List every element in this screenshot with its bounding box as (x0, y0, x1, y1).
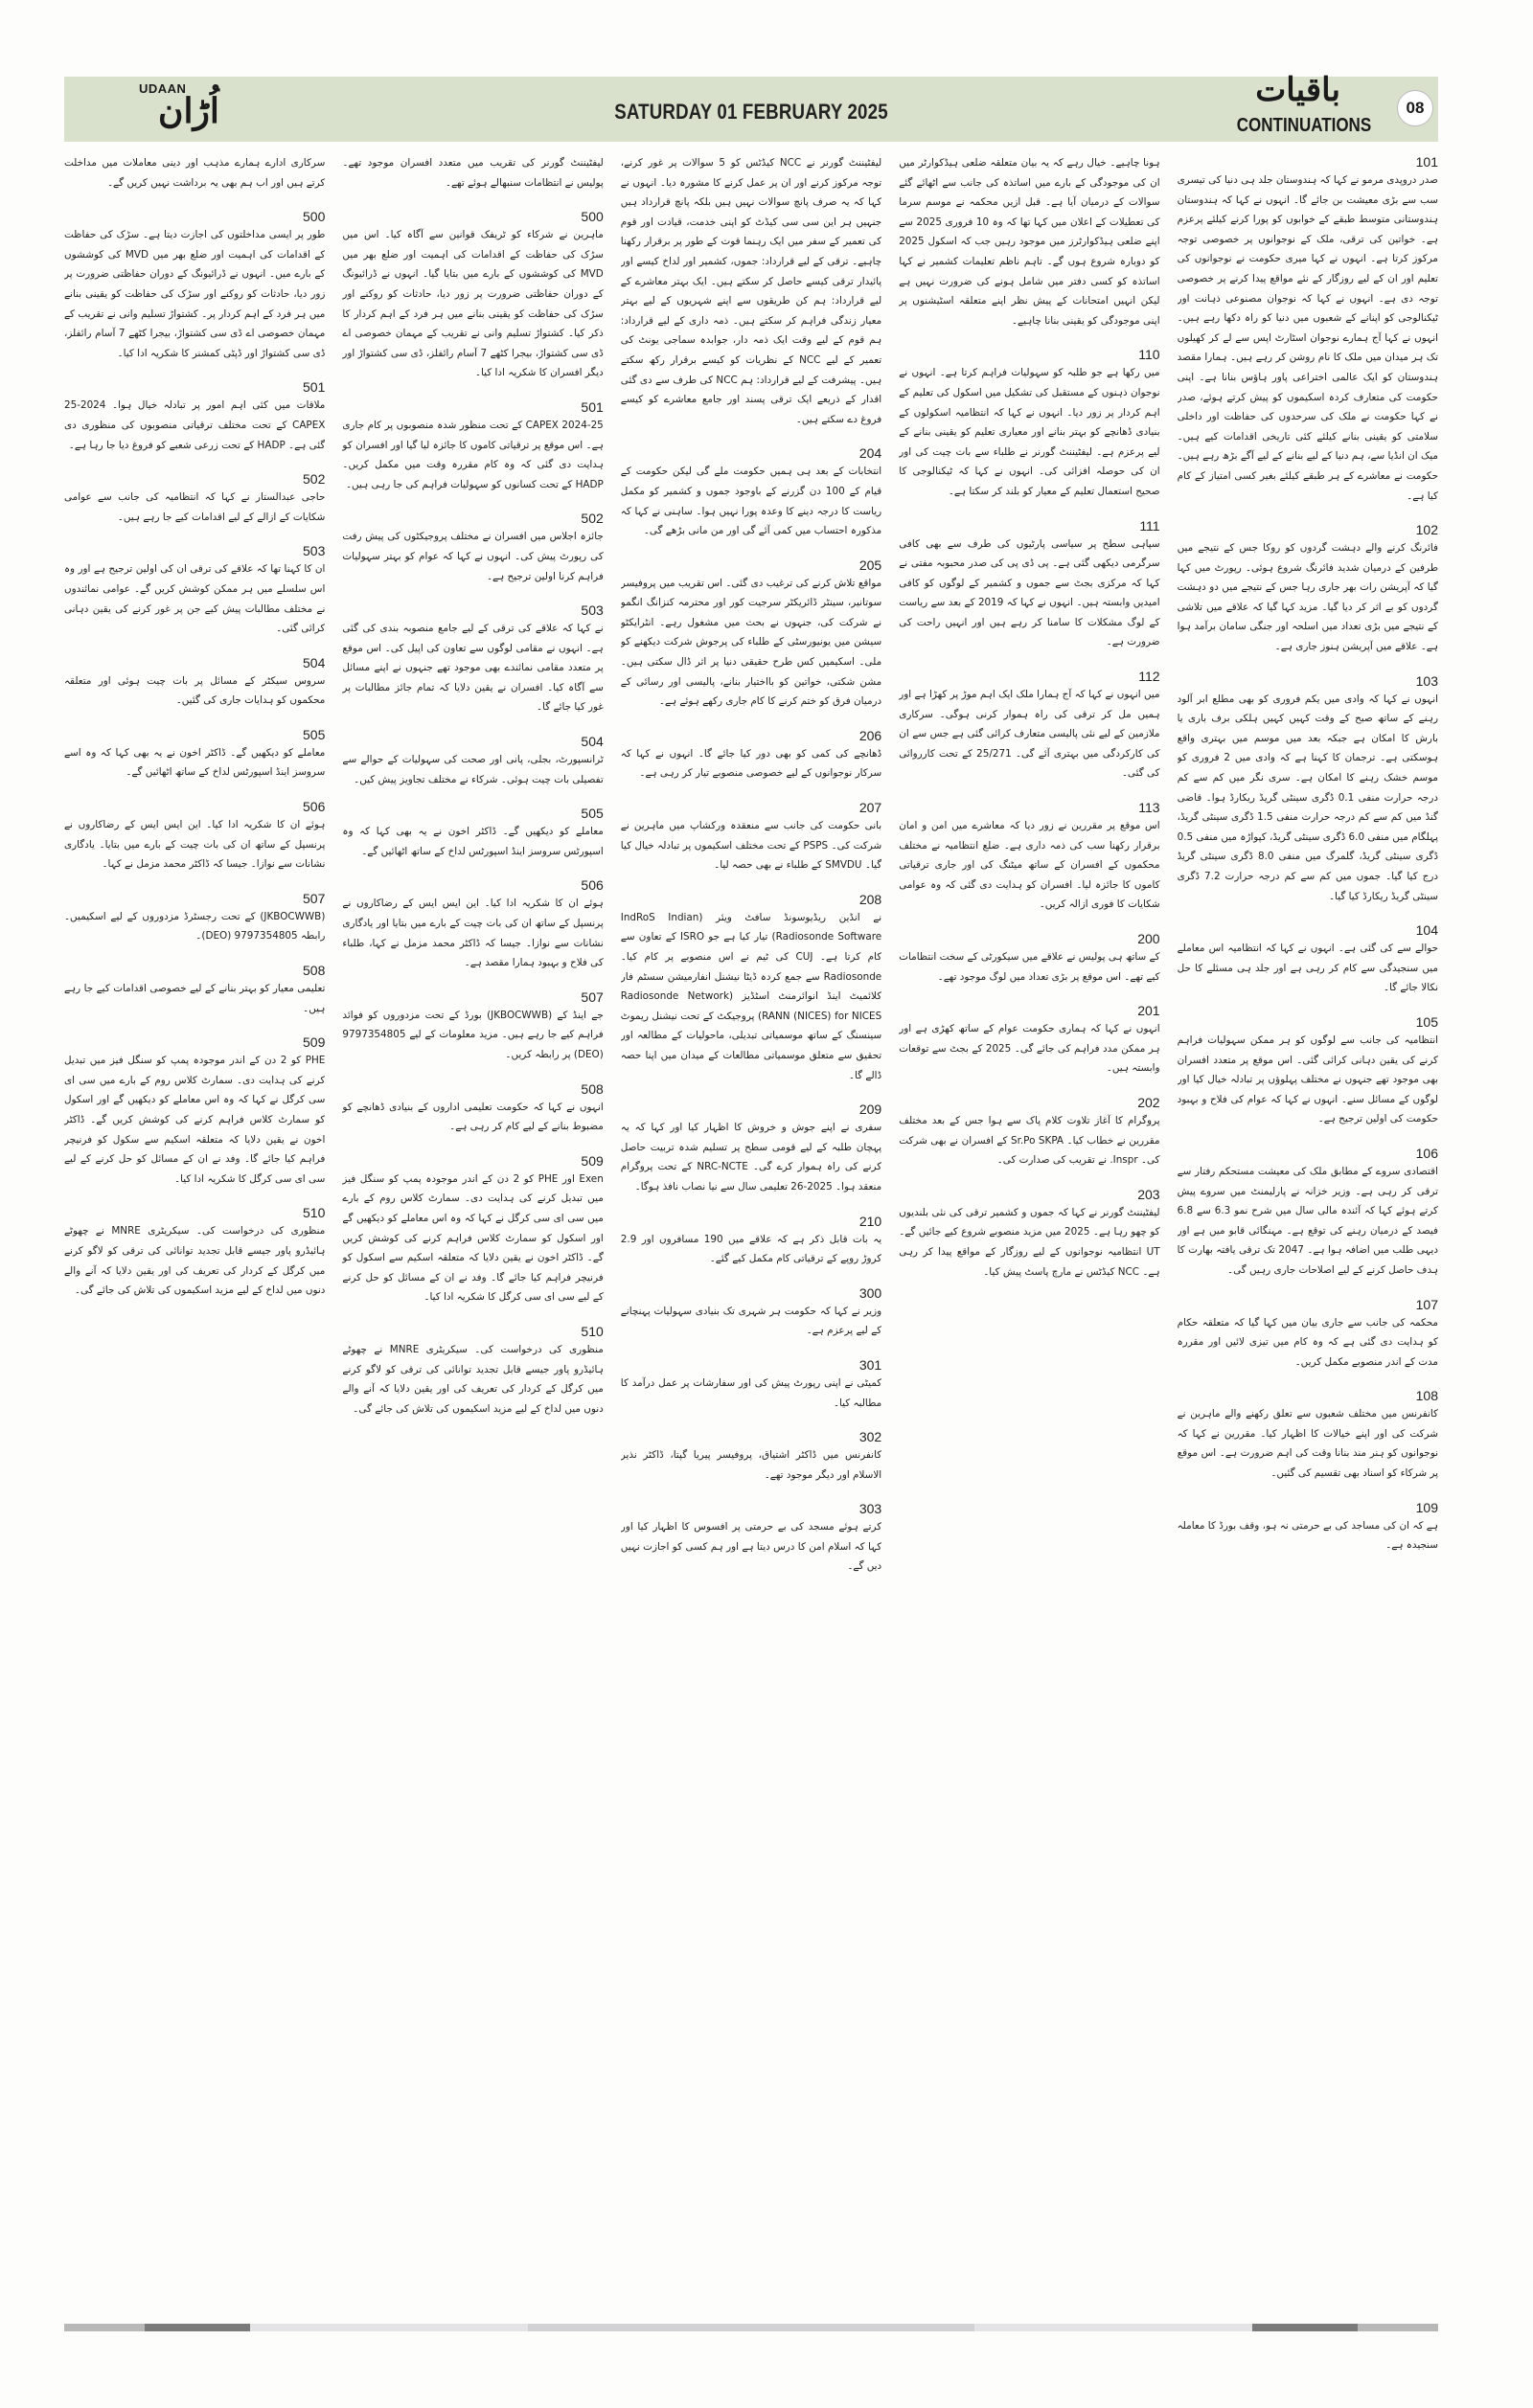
continuation-section (621, 1101, 881, 1196)
section-text: انہوں نے کہا کہ وادی میں یکم فروری کو بھی مطلع ابر آلود رہنے کے ساتھ صبح کے وقت کہیں کہیں ہلکی برف باری یا بارش کا امکان ہے جبکہ بعد میں موسم میں بہتری واقع ہوسکتی ہے۔ ترجمان کا کہنا ہے کہ وادی میں 2 فروری کو موسم خشک رہنے کا امکان ہے۔ سری نگر میں کم سے کم درجہ حرارت منفی 0.1 ڈگری سینٹی گریڈ ریکارڈ ہوا۔ قاضی گنڈ میں کم سے کم درجہ حرارت منفی 1.5 ڈگری سینٹی گریڈ، پہلگام میں منفی 6.0 ڈگری سینٹی گریڈ، کپواڑہ میں منفی 0.5 ڈگری سینٹی گریڈ، گلمرگ میں منفی 8.0 ڈگری سینٹی گریڈ درج کیا گیا۔ جموں میں کم سے کم درجہ حرارت 7.2 ڈگری سینٹی گریڈ ریکارڈ کیا گیا۔ (1177, 693, 1438, 902)
footer-bar-segment (64, 2324, 145, 2331)
section-text: وزیر نے کہا کہ حکومت ہر شہری تک بنیادی سہولیات پہنچانے کے لیے پرعزم ہے۔ (620, 1305, 882, 1337)
section-number: 110 (1138, 347, 1160, 363)
section-number: 505 (581, 806, 604, 822)
continuation-section (64, 1034, 325, 1189)
section-text: سرکاری ادارے ہمارے مذہب اور دینی معاملات میں مداخلت کرتے ہیں اور اب ہم بھی یہ برداشت نہیں کریں گے۔ (63, 157, 326, 189)
section-text: یہ بات قابل ذکر ہے کہ علاقے میں 190 مسافروں اور 2.9 کروڑ روپے کے ترقیاتی کام مکمل کیے گئے۔ (620, 1233, 882, 1265)
section-text: معاملے کو دیکھیں گے۔ ڈاکٹر اخون نے یہ بھی کہا کہ وہ اسپورٹس سروسز اینڈ اسپورٹس لداخ کے ساتھ اٹھائیں گے۔ (342, 826, 604, 857)
continuation-section (621, 153, 881, 429)
footer-color-bar (64, 2324, 1438, 2331)
issue-date: SATURDAY 01 FEBRUARY 2025 (614, 100, 888, 124)
section-text: مواقع تلاش کرنے کی ترغیب دی گئی۔ اس تقریب میں پروفیسر سوتانیر، سینٹر ڈائریکٹر سرجیت کور اور محترمہ کنزانگ انگمو نے شرکت کی، جنہوں نے بحث میں مشغول رہے۔ انٹرایکٹو سیشن میں یونیورسٹی کے طلباء کی پرجوش شرکت دیکھنے کو ملی۔ اسکیمیں کس طرح حقیقی دنیا پر اثر ڈال سکتی ہیں۔ مشن شکتی، خواتین کو بااختیار بنانے، پالیسی اور رسائی کے درمیان فرق کو ختم کرنے کا کام جاری رکھے ہوئے ہے۔ (620, 577, 882, 708)
section-text: اقتصادی سروے کے مطابق ملک کی معیشت مستحکم رفتار سے ترقی کر رہی ہے۔ وزیر خزانہ نے پارلیمنٹ میں سروے پیش کرتے ہوئے کہا کہ آئندہ مالی سال میں شرح نمو 6.3 سے 6.8 فیصد کے درمیان رہنے کی توقع ہے۔ مہنگائی قابو میں ہے اور دیہی طلب میں اضافہ ہوا ہے۔ 2047 تک ترقی یافتہ بھارت کا ہدف حاصل کرنے کے لیے اصلاحات جاری رہیں گی۔ (1177, 1165, 1438, 1276)
section-number: 105 (1415, 1013, 1438, 1030)
section-number: 111 (1139, 517, 1160, 534)
section-number: 204 (858, 445, 882, 462)
continuation-section (64, 208, 325, 363)
continuation-section (899, 346, 1159, 501)
masthead (64, 71, 1438, 142)
section-number: 106 (1415, 1145, 1438, 1161)
section-text: سپاہی سطح پر سیاسی پارٹیوں کی طرف سے بھی کافی سرگرمی دیکھی گئی ہے۔ پی ڈی پی کی صدر محبوبہ مفتی نے کہا کہ مرکزی بجٹ سے جموں و کشمیر کے لوگوں کو کافی امیدیں وابستہ ہیں۔ انہوں نے کہا کہ 2019 کے بعد سے ریاست کے لوگ مشکلات کا سامنا کر رہے ہیں اور انہیں راحت کی ضرورت ہے۔ (899, 537, 1160, 648)
continuation-section (64, 542, 325, 638)
section-text: معاملے کو دیکھیں گے۔ ڈاکٹر اخون نے یہ بھی کہا کہ وہ اسے سروسز اینڈ اسپورٹس لداخ کے ساتھ اٹھائیں گے۔ (63, 746, 326, 779)
footer-bar-segment (1252, 2324, 1358, 2331)
continuation-section (899, 153, 1159, 330)
continuation-section (1178, 1499, 1438, 1556)
section-number: 108 (1415, 1388, 1438, 1404)
section-number: 504 (303, 654, 326, 670)
section-number: 203 (1137, 1186, 1160, 1202)
continuation-section (1178, 1387, 1438, 1483)
continuation-section (342, 876, 603, 972)
page-number-badge: 08 (1397, 90, 1433, 126)
section-number: 501 (303, 379, 326, 396)
continuation-section (899, 799, 1159, 915)
continuation-section (64, 798, 325, 875)
section-number: 107 (1415, 1296, 1438, 1312)
continuation-section (342, 602, 603, 717)
continuation-section (342, 988, 603, 1065)
section-title-urdu: باقیات (1255, 71, 1340, 109)
continuation-section (1178, 1013, 1438, 1129)
continuation-section (64, 470, 325, 527)
section-number: 202 (1137, 1094, 1160, 1110)
section-text: کانفرنس میں ڈاکٹر اشتیاق، پروفیسر پیریا گپتا، ڈاکٹر نذیر الاسلام اور دیگر موجود تھے۔ (620, 1449, 882, 1481)
continuation-section (621, 1284, 881, 1341)
section-number: 507 (303, 890, 326, 906)
section-text: میں رکھا ہے جو طلبہ کو سہولیات فراہم کرتا ہے۔ انہوں نے نوجوان ذہنوں کے مستقبل کی تشکیل میں اسکول کی تعلیم کے اہم کردار پر زور دیا۔ انہوں نے کہا کہ انتظامیہ اسکولوں کے بنیادی ڈھانچے کو بہتر بنانے اور معیاری تعلیم کو یقینی بنانے کے لیے پرعزم ہے۔ لیفٹیننٹ گورنر نے طلباء سے بات چیت کی اور ان کی حوصلہ افزائی کی۔ انہوں نے کہا کہ ٹیکنالوجی کا صحیح استعمال تعلیم کے معیار کو بلند کر سکتا ہے۔ (899, 367, 1160, 497)
logo-urdu: اُڑان (158, 91, 219, 131)
section-number: 500 (581, 209, 604, 225)
continuation-section (64, 890, 325, 946)
section-text: انتخابات کے بعد ہی ہمیں حکومت ملے گی لیکن حکومت کے قیام کے 100 دن گزرنے کے باوجود جموں و کشمیر کو مکمل ریاست کا درجہ دینے کا وعدہ پورا نہیں ہوا۔ ساہنی نے کہا کہ مذکورہ احتساب میں کمی آئے گی اور من مانی بڑھے گی۔ (620, 466, 882, 537)
logo-english: UDAAN (139, 81, 187, 96)
section-text: کمیٹی نے اپنی رپورٹ پیش کی اور سفارشات پر عمل درآمد کا مطالبہ کیا۔ (620, 1376, 882, 1409)
section-text: CAPEX 2024-25 کے تحت منظور شدہ منصوبوں پر کام جاری ہے۔ اس موقع پر ترقیاتی کاموں کا جائزہ لیا گیا اور افسران کو ہدایت دی گئی کہ وہ کام مقررہ وقت میں مکمل کریں۔ HADP کے تحت کسانوں کو سہولیات فراہم کی جا رہی ہیں۔ (342, 419, 604, 490)
section-text: کانفرنس میں مختلف شعبوں سے تعلق رکھنے والے ماہرین نے شرکت کی اور اپنے خیالات کا اظہار کیا۔ مقررین نے کہا کہ نوجوانوں کو ہنر مند بنانا وقت کی اہم ضرورت ہے۔ اس موقع پر شرکاء کو اسناد بھی تقسیم کی گئیں۔ (1177, 1408, 1438, 1480)
section-number: 509 (303, 1034, 326, 1051)
section-number: 507 (581, 988, 604, 1005)
continuation-section (64, 153, 325, 193)
text-column (899, 153, 1159, 2308)
section-text: محکمہ کی جانب سے جاری بیان میں کہا گیا کہ متعلقہ حکام کو ہدایت دی گئی ہے کہ وہ کام میں تیزی لائیں اور مقررہ مدت کے اندر منصوبے مکمل کریں۔ (1177, 1316, 1438, 1368)
footer-bar-segment (528, 2324, 974, 2331)
continuation-section (64, 1204, 325, 1300)
continuation-section (621, 1428, 881, 1485)
section-text: ان کا کہنا تھا کہ علاقے کی ترقی ان کی اولین ترجیح ہے اور وہ اس سلسلے میں ہر ممکن کوشش کریں گے۔ عوامی نمائندوں نے مختلف مطالبات پیش کیے جن پر غور کرنے کی یقین دہانی کرائی گئی۔ (63, 563, 326, 635)
section-text: ہے کہ ان کی مساجد کی بے حرمتی نہ ہو، وقف بورڈ کا معاملہ سنجیدہ ہے۔ (1177, 1519, 1438, 1552)
section-title (1208, 71, 1371, 142)
section-text: سفری نے اپنے جوش و خروش کا اظہار کیا اور کہا کہ یہ پہچان طلبہ کے لیے قومی سطح پر تسلیم شدہ تربیت حاصل کرنے کی راہ ہموار کرے گی۔ NRC-NCTE کے تحت پروگرام منعقد ہوا۔ 2025-26 تعلیمی سال سے نیا نصاب نافذ ہوگا۔ (620, 1122, 882, 1193)
section-text: لیفٹیننٹ گورنر نے NCC کیڈٹس کو 5 سوالات پر غور کرنے، توجہ مرکوز کرنے اور ان پر عمل کرنے کا مشورہ دیا۔ انہوں نے کہا کہ یہ صرف پانچ سوالات نہیں ہیں بلکہ پانچ قرارداد ہیں جنہیں ہر این سی سی کیڈٹ کو اپنی خدمت، قیادت اور قوم کی تعمیر کے سفر میں ایک رہنما قوت کے طور پر برقرار رکھنا چاہیے۔ ترقی کے لیے قرارداد: جموں، کشمیر اور لداخ کیسے اور پائیدار ترقی کیسے حاصل کر سکتے ہیں۔ ایک بہتر معاشرے کے لیے قرارداد: ہم کن طریقوں سے اپنے شہریوں کے لیے بہتر معیار زندگی فراہم کر سکتے ہیں۔ ذمہ داری کے لیے قرارداد: ہم قوم کے لیے وقت ایک ذمہ دار، جوابدہ سماجی یونٹ کی تعمیر کے لیے NCC کے نظریات کو کیسے برقرار رکھ سکتے ہیں۔ پیشرفت کے لیے قرارداد: ہم NCC کی طرف سے دی گئی اقدار کے ذریعے ایک ترقی پسند اور جامع معاشرے کو کیسے فروغ دے سکتے ہیں۔ (620, 157, 882, 425)
section-number: 207 (858, 800, 882, 816)
continuation-section (342, 1323, 603, 1419)
continuation-section (342, 510, 603, 586)
section-text: نے انڈین ریڈیوسونڈ سافٹ ویئر (IndRoS Indian Radiosonde Software) تیار کیا ہے جو ISRO کے تعاون سے کام کرتا ہے۔ CUJ کی ٹیم نے اس منصوبے پر کام کیا۔ Radiosonde سے جمع کردہ ڈیٹا نیشنل انفارمیشن سسٹم فار کلائمیٹ اینڈ انوائرمنٹ اسٹڈیز (Radiosonde Network RANN (NICES) for NICES) پروجیکٹ کے تحت نیشنل ریموٹ سینسنگ کے ساتھ موسمیاتی تبدیلی، ماحولیات کے مطالعہ اور تحقیق سے متعلق موسمیاتی مطالعات کے میدان میں اپنا حصہ ڈالے گا۔ (620, 911, 882, 1081)
section-number: 205 (858, 557, 882, 573)
section-number: 503 (303, 543, 326, 559)
text-column (1178, 153, 1438, 2308)
section-number: 510 (303, 1205, 326, 1221)
continuation-section (1178, 921, 1438, 998)
section-number: 208 (858, 891, 882, 907)
section-number: 504 (581, 734, 604, 750)
footer-bar-segment (250, 2324, 528, 2331)
section-text: طور پر ایسی مداخلتوں کی اجازت دیتا ہے۔ سڑک کی حفاظت کے اقدامات کی اہمیت اور ضلع بھر میں MVD کی کوششوں کے بارے میں۔ انہوں نے ڈرائیونگ کے دوران حفاظتی ضرورت پر زور دیا، حادثات کو روکنے اور سڑک کی حفاظت کو یقینی بنانے میں ہر فرد کے اہم کردار پر۔ کشتواڑ تسلیم وانی نے تقریب کے مہمان خصوصی اے ڈی سی کشتواڑ، بیجرا کٹھے 7 آسام رائفلز، ڈی سی کشتواڑ اور ڈپٹی کمشنر کا شکریہ ادا کیا۔ (63, 229, 326, 359)
section-text: پروگرام کا آغاز تلاوت کلام پاک سے ہوا جس کے بعد مختلف مقررین نے خطاب کیا۔ Sr.Po SKPA کے افسران نے بھی شرکت کی۔ Inspr. نے تقریب کی صدارت کی۔ (899, 1114, 1160, 1167)
section-text: انہوں نے کہا کہ ہماری حکومت عوام کے ساتھ کھڑی ہے اور ہر ممکن مدد فراہم کی جائے گی۔ 2025 کے بجٹ سے توقعات وابستہ ہیں۔ (899, 1023, 1160, 1075)
section-text: ڈھانچے کی کمی کو بھی دور کیا جائے گا۔ انہوں نے کہا کہ سرکار نوجوانوں کے لیے خصوصی منصوبے تیار کر رہی ہے۔ (620, 747, 882, 780)
continuation-section (342, 153, 603, 193)
continuation-section (64, 654, 325, 711)
section-text: انتظامیہ کی جانب سے لوگوں کو ہر ممکن سہولیات فراہم کرنے کی یقین دہانی کرائی گئی۔ اس موقع پر متعدد افسران بھی موجود تھے جنہوں نے مختلف پہلوؤں پر تبادلہ خیال کیا اور لوگوں کے مسائل سنے۔ انہوں نے کہا کہ عوام کی فلاح و بہبود حکومت کی اولین ترجیح ہے۔ (1177, 1034, 1438, 1125)
continuation-section (621, 727, 881, 784)
section-number: 502 (303, 471, 326, 488)
section-text: PHE کو 2 دن کے اندر موجودہ پمپ کو سنگل فیز میں تبدیل کرنے کی ہدایت دی۔ سمارٹ کلاس روم کے بارے میں سی ای سی کرگل نے کہا کہ وہ اس معاملے کو دیکھیں گے اور اسکول کو سمارٹ کلاس فراہم کرنے کی کوشش کریں گے۔ ڈاکٹر اخون نے یقین دلایا کہ متعلقہ اسکیم سے سکول کو فرنیچر فراہم کیا جائے گا۔ وفد نے ان کے مسائل کو حل کرنے کے لیے سی ای سی کرگل کا شکریہ ادا کیا۔ (63, 1055, 326, 1185)
section-number: 113 (1138, 800, 1160, 816)
section-text: سروس سیکٹر کے مسائل پر بات چیت ہوئی اور متعلقہ محکموں کو ہدایات جاری کی گئیں۔ (63, 674, 326, 707)
section-number: 102 (1415, 522, 1438, 538)
section-number: 206 (858, 727, 882, 743)
footer-bar-segment (974, 2324, 1252, 2331)
section-text: Exen اور PHE کو 2 دن کے اندر موجودہ پمپ کو سنگل فیز میں تبدیل کرنے کی ہدایت دی۔ سمارٹ کلاس روم کے بارے میں سی ای سی کرگل نے کہا کہ وہ اس معاملے کو دیکھیں گے اور اسکول کو سمارٹ کلاس فراہم کرنے کی کوشش کریں گے۔ ڈاکٹر اخون نے یقین دلایا کہ متعلقہ اسکیم سے اسکول کو فرنیچر فراہم کیا جائے گا۔ وفد نے ان کے مسائل کو حل کرنے کے لیے سی ای سی کرگل کا شکریہ ادا کیا۔ (342, 1172, 604, 1304)
section-text: ہونا چاہیے۔ خیال رہے کہ یہ بیان متعلقہ ضلعی ہیڈکوارٹر میں ان کی موجودگی کے بارے میں اساتذہ کی جانب سے اٹھائے گئے سوالات کے درمیان آیا ہے۔ قبل ازیں محکمہ نے موسم سرما کی تعطیلات کے اعلان میں کہا تھا کہ وہ 10 فروری 2025 سے اپنے ضلعی ہیڈکوارٹرز میں موجود رہیں جب کہ اسکول 2025 کو دوبارہ شروع ہوں گے۔ تاہم ناظم تعلیمات کشمیر نے کہا اساتذہ کو کسی دفتر میں شامل ہونے کی ضرورت نہیں ہے لیکن انہیں امتحانات کے پیش نظر اپنے متعلقہ اسٹیشنوں پر اپنی موجودگی کو یقینی بنانا چاہیے۔ (899, 157, 1160, 327)
continuation-section (621, 891, 881, 1085)
section-number: 301 (858, 1356, 882, 1373)
section-number: 501 (581, 398, 604, 415)
continuation-section (342, 208, 603, 383)
section-text: حاجی عبدالستار نے کہا کہ انتظامیہ کی جانب سے عوامی شکایات کے ازالے کے لیے اقدامات کیے جا رہے ہیں۔ (63, 491, 326, 523)
section-title-english: CONTINUATIONS (1236, 115, 1371, 136)
section-number: 101 (1415, 154, 1438, 170)
continuation-section (342, 733, 603, 789)
section-text: جائزہ اجلاس میں افسران نے مختلف پروجیکٹوں کی پیش رفت کی رپورٹ پیش کی۔ انہوں نے کہا کہ عوام کو بہتر سہولیات فراہم کرنا اولین ترجیح ہے۔ (342, 531, 604, 582)
section-text: ہوئے ان کا شکریہ ادا کیا۔ این ایس ایس کے رضاکاروں نے پرنسپل کے ساتھ ان کی بات چیت کے بارے میں بتایا۔ یادگاری نشانات سے نوازا۔ جیسا کہ ڈاکٹر محمد مزمل نے کہا۔ (63, 819, 326, 871)
continuation-section (342, 398, 603, 494)
section-text: لیفٹیننٹ گورنر کی تقریب میں متعدد افسران موجود تھے۔ پولیس نے انتظامات سنبھالے ہوئے تھے۔ (342, 157, 604, 189)
continuation-section (342, 1152, 603, 1307)
continuation-section (342, 1080, 603, 1137)
continuation-section (342, 805, 603, 861)
section-text: انہوں نے کہا کہ حکومت تعلیمی اداروں کے بنیادی ڈھانچے کو مضبوط بنانے کے لیے کام کر رہی ہے۔ (342, 1101, 604, 1133)
continuation-section (899, 1094, 1159, 1170)
section-text: لیفٹیننٹ گورنر نے کہا کہ جموں و کشمیر ترقی کی نئی بلندیوں کو چھو رہا ہے۔ 2025 میں مزید منصوبے شروع کیے جائیں گے۔ UT انتظامیہ نوجوانوں کے لیے روزگار کے مواقع پیدا کر رہی ہے۔ NCC کیڈٹس نے مارچ پاسٹ پیش کیا۔ (899, 1206, 1160, 1278)
continuation-section (1178, 521, 1438, 657)
section-number: 201 (1137, 1003, 1160, 1019)
continuation-section (1178, 1296, 1438, 1373)
section-number: 303 (858, 1501, 882, 1517)
continuation-section (621, 444, 881, 540)
section-number: 109 (1415, 1499, 1438, 1515)
section-text: کے ساتھ ہی پولیس نے علاقے میں سیکورٹی کے سخت انتظامات کیے تھے۔ اس موقع پر بڑی تعداد میں لوگ موجود تھے۔ (899, 951, 1160, 983)
section-number: 503 (581, 602, 604, 619)
continuation-section (621, 1213, 881, 1269)
section-number: 300 (858, 1284, 882, 1301)
continuation-section (899, 668, 1159, 784)
section-text: (JKBOCWWB) کے تحت رجسٹرڈ مزدوروں کے لیے اسکیمیں۔ رابطہ 9797354805 (DEO)۔ (63, 910, 326, 943)
section-number: 500 (303, 209, 326, 225)
section-number: 509 (581, 1152, 604, 1169)
section-number: 104 (1415, 922, 1438, 939)
section-number: 502 (581, 511, 604, 527)
text-column (342, 153, 603, 2308)
section-number: 302 (858, 1429, 882, 1445)
section-number: 508 (303, 963, 326, 979)
continuation-section (621, 1356, 881, 1413)
section-number: 506 (581, 877, 604, 894)
continuation-section (64, 962, 325, 1018)
section-number: 508 (581, 1080, 604, 1097)
section-number: 103 (1415, 672, 1438, 689)
section-text: بانی حکومت کی جانب سے منعقدہ ورکشاپ میں ماہرین نے شرکت کی۔ PSPS کے تحت مختلف اسکیموں پر تبادلہ خیال کیا گیا۔ SMVDU کے طلباء نے بھی حصہ لیا۔ (620, 820, 882, 872)
section-number: 209 (858, 1102, 882, 1118)
footer-bar-segment (1358, 2324, 1438, 2331)
continuation-section (1178, 672, 1438, 907)
continuation-section (621, 557, 881, 712)
section-text: ہوئے ان کا شکریہ ادا کیا۔ این ایس ایس کے رضاکاروں نے پرنسپل کے ساتھ ان کی بات چیت کے بارے میں بتایا اور یادگاری نشانات سے نوازا۔ جیسا کہ ڈاکٹر محمد مزمل نے کہا، طلباء کی فلاح و بہبود ہمارا مقصد ہے۔ (342, 897, 604, 969)
continuation-section (621, 799, 881, 875)
continuation-section (899, 1002, 1159, 1079)
section-text: ملاقات میں کئی اہم امور پر تبادلہ خیال ہوا۔ 2024-25 CAPEX کے تحت مختلف ترقیاتی منصوبوں کی منظوری دی گئی ہے۔ HADP کے تحت زرعی شعبے کو فروغ دیا جا رہا ہے۔ (63, 399, 326, 451)
article-columns (64, 153, 1438, 2308)
continuation-section (1178, 153, 1438, 506)
section-text: تعلیمی معیار کو بہتر بنانے کے لیے خصوصی اقدامات کیے جا رہے ہیں۔ (63, 983, 326, 1014)
section-number: 200 (1137, 931, 1160, 946)
continuation-section (899, 1186, 1159, 1282)
section-text: منظوری کی درخواست کی۔ سیکریٹری MNRE نے چھوٹے ہائیڈرو پاور جیسے قابل تجدید توانائی کی ترقی کو لاگو کرنے میں کرگل کے کردار کی تعریف کی اور یقین دلایا کہ آنے والے دنوں میں لداخ کے لیے مزید اسکیموں کی تلاش کی جائے گی۔ (342, 1343, 604, 1415)
continuation-section (1178, 1145, 1438, 1281)
section-text: ماہرین نے شرکاء کو ٹریفک قوانین سے آگاہ کیا۔ اس میں سڑک کی حفاظت کے اقدامات کی اہمیت اور ضلع بھر میں MVD کی کوششوں کے بارے میں بتایا گیا۔ انہوں نے ڈرائیونگ کے دوران حفاظتی ضرورت پر زور دیا، حادثات کو روکنے اور سڑک کی حفاظت کو یقینی بنانے میں ہر فرد کے اہم کردار کا ذکر کیا۔ کشتواڑ تسلیم وانی نے تقریب کے مہمان خصوصی اے ڈی سی کشتواڑ، بیجرا کٹھے 7 آسام رائفلز، ڈی سی کشتواڑ اور دیگر افسران کا شکریہ ادا کیا۔ (342, 229, 604, 379)
section-text: ٹرانسپورٹ، بجلی، پانی اور صحت کی سہولیات کے حوالے سے تفصیلی بات چیت ہوئی۔ شرکاء نے مختلف تجاویز پیش کیں۔ (342, 754, 604, 785)
text-column (64, 153, 325, 2308)
continuation-section (621, 1500, 881, 1577)
text-column (621, 153, 881, 2308)
section-number: 506 (303, 799, 326, 815)
section-text: جے اینڈ کے (JKBOCWWB) بورڈ کے تحت مزدوروں کو فوائد فراہم کیے جا رہے ہیں۔ مزید معلومات کے لیے 9797354805 (DEO) پر رابطہ کریں۔ (342, 1009, 604, 1060)
footer-bar-segment (145, 2324, 250, 2331)
section-text: منظوری کی درخواست کی۔ سیکریٹری MNRE نے چھوٹے ہائیڈرو پاور جیسے قابل تجدید توانائی کی ترقی کو لاگو کرنے میں کرگل کے کردار کی تعریف کی اور یقین دلایا کہ آنے والے دنوں میں لداخ کے لیے مزید اسکیموں کی تلاش کی جائے گی۔ (63, 1225, 326, 1297)
section-number: 505 (303, 726, 326, 742)
continuation-section (64, 726, 325, 783)
section-number: 210 (858, 1213, 882, 1229)
section-text: میں انہوں نے کہا کہ آج ہمارا ملک ایک اہم موڑ پر کھڑا ہے اور ہمیں مل کر ترقی کی راہ ہموار کرنی ہوگی۔ سرکاری ملازمین کے لیے نئی پالیسی متعارف کرائی گئی ہے جس سے ان کی کارکردگی میں بہتری آئے گی۔ 25/271 کے تحت کارروائی کی گئی۔ (899, 689, 1160, 780)
continuation-section (899, 517, 1159, 653)
section-text: کرتے ہوئے مسجد کی بے حرمتی پر افسوس کا اظہار کیا اور کہا کہ اسلام امن کا درس دیتا ہے اور ہم کسی کو اجازت نہیں دیں گے۔ (620, 1521, 882, 1573)
section-text: حوالے سے کی گئی ہے۔ انہوں نے کہا کہ انتظامیہ اس معاملے میں سنجیدگی سے کام کر رہی ہے اور جلد ہی مسئلے کا حل نکالا جائے گا۔ (1177, 943, 1438, 994)
continuation-section (64, 378, 325, 455)
section-text: اس موقع پر مقررین نے زور دیا کہ معاشرے میں امن و امان برقرار رکھنا سب کی ذمہ داری ہے۔ ضلع انتظامیہ نے مختلف محکموں کے افسران کے ساتھ میٹنگ کی اور جاری ترقیاتی کاموں کا جائزہ لیا۔ افسران کو ہدایت دی گئی کہ وہ عوامی شکایات کا فوری ازالہ کریں۔ (899, 820, 1160, 911)
section-text: فائرنگ کرنے والے دہشت گردوں کو روکا جس کے نتیجے میں طرفین کے درمیان شدید فائرنگ شروع ہوئی۔ رپورٹ میں کہا گیا کہ آپریشن رات بھر جاری رہا جس کے نتیجے میں دو دہشت گردوں کو بے اثر کر دیا گیا۔ مزید کہا گیا کہ علاقے میں تلاشی کے نتیجے میں بڑی تعداد میں اسلحہ اور جنگی سامان برآمد ہوا ہے۔ علاقے میں آپریشن ہنوز جاری ہے۔ (1177, 542, 1438, 653)
section-text: صدر دروپدی مرمو نے کہا کہ ہندوستان جلد ہی دنیا کی تیسری سب سے بڑی معیشت بن جائے گا۔ انہوں نے کہا کہ ہندوستان ہندوستانی متوسط طبقے کے خوابوں کو پورا کرنے کیلئے پرعزم ہے۔ خواتین کی ترقی، ملک کے نوجوانوں پر خصوصی توجہ مرکوز کرتا ہے۔ انہوں نے کہا میری حکومت نے نوجوانوں کی تعلیم اور ان کے لیے روزگار کے نئے مواقع پیدا کرنے پر خصوصی توجہ دی ہے۔ انہوں نے کہا کہ نوجوان مصنوعی ذہانت اور ٹیکنالوجی کو اپنانے کے شعبوں میں دنیا کو راہ دکھا رہے ہیں۔ انہوں نے کہا آج ہمارے نوجوان اسٹارٹ اپس سے لے کر کھیلوں تک ہر میدان میں ملک کا نام روشن کر رہے ہیں۔ ہمارا مقصد ہندوستان کو ایک عالمی اختراعی پاور ہاؤس بنانا ہے۔ اپنی حکومت کی متعارف کردہ اسکیموں کو پیش کرتے ہوئے، صدر نے کہا حکومت نے ملک کی سرحدوں کی حفاظت اور داخلی سلامتی کو یقینی بنانے کیلئے کئی تاریخی اقدامات کیے ہیں۔ میک ان انڈیا سے، ہم دنیا کے لیے بنانے کے لیے آگے بڑھ رہے ہیں۔ حکومت نے معاشرے کے ہر طبقے کیلئے بغیر کسی امتیاز کے کام کیا ہے۔ (1177, 174, 1438, 502)
continuation-section (899, 930, 1159, 987)
section-number: 510 (581, 1323, 604, 1339)
section-text: نے کہا کہ علاقے کی ترقی کے لیے جامع منصوبہ بندی کی گئی ہے۔ انہوں نے مقامی لوگوں سے تعاون کی اپیل کی۔ اس موقع پر متعدد مقامی نمائندے بھی موجود تھے جنہوں نے اپنے مسائل سے آگاہ کیا۔ افسران نے یقین دلایا کہ تمام جائز مطالبات پر غور کیا جائے گا۔ (342, 623, 604, 714)
section-number: 112 (1138, 669, 1160, 685)
